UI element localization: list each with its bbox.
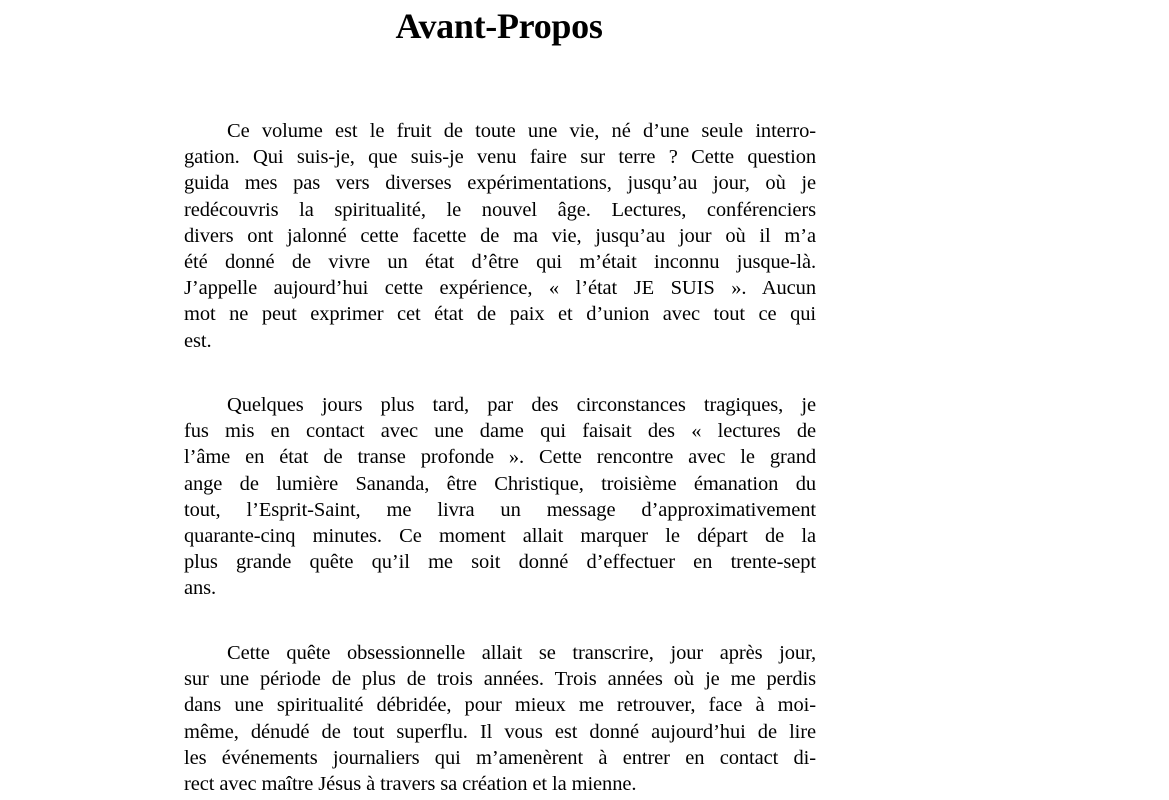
- page-title: Avant-Propos: [395, 6, 603, 46]
- paragraph-1: [184, 118, 816, 354]
- text-line: même, dénudé de tout superflu. Il vous est donné aujourd’hui de lire: [184, 720, 816, 743]
- text-line: dans une spiritualité débridée, pour mieux me retrouver, face à moi-: [184, 694, 816, 717]
- text-line: Cette quête obsessionnelle allait se transcrire, jour après jour,: [227, 642, 816, 664]
- text-line: guida mes pas vers diverses expérimentations, jusqu’au jour, où je: [184, 172, 816, 195]
- text-line: Quelques jours plus tard, par des circonstances tragiques, je: [227, 394, 816, 416]
- text-line: ange de lumière Sananda, être Christique, troisième émanation du: [184, 472, 816, 495]
- paragraph-3: [184, 640, 816, 797]
- text-line: plus grande quête qu’il me soit donné d’effectuer en trente-sept: [184, 551, 816, 574]
- text-line: sur une période de plus de trois années. Trois années où je me perdis: [184, 668, 816, 691]
- text-line: fus mis en contact avec une dame qui faisait des « lectures de: [184, 420, 816, 443]
- text-line: J’appelle aujourd’hui cette expérience, « l’état JE SUIS ». Aucun: [184, 277, 816, 300]
- text-line: est.: [184, 329, 212, 352]
- text-line: été donné de vivre un état d’être qui m’était inconnu jusque-là.: [184, 251, 816, 274]
- text-line: gation. Qui suis-je, que suis-je venu faire sur terre ? Cette question: [184, 146, 816, 169]
- text-line: quarante-cinq minutes. Ce moment allait marquer le départ de la: [184, 525, 816, 548]
- text-line: Ce volume est le fruit de toute une vie, né d’une seule interro-: [227, 120, 816, 142]
- text-line: divers ont jalonné cette facette de ma vie, jusqu’au jour où il m’a: [184, 224, 816, 247]
- text-line: ans.: [184, 577, 217, 600]
- text-line: les événements journaliers qui m’amenèrent à entrer en contact di-: [184, 746, 816, 769]
- text-line: tout, l’Esprit-Saint, me livra un message d’approximativement: [184, 498, 816, 521]
- text-line: l’âme en état de transe profonde ». Cette rencontre avec le grand: [184, 446, 816, 469]
- text-line: mot ne peut exprimer cet état de paix et d’union avec tout ce qui: [184, 303, 816, 326]
- text-line: rect avec maître Jésus à travers sa création et la mienne.: [184, 773, 637, 796]
- text-line: redécouvris la spiritualité, le nouvel âge. Lectures, conférenciers: [184, 198, 816, 221]
- paragraph-2: [184, 392, 816, 602]
